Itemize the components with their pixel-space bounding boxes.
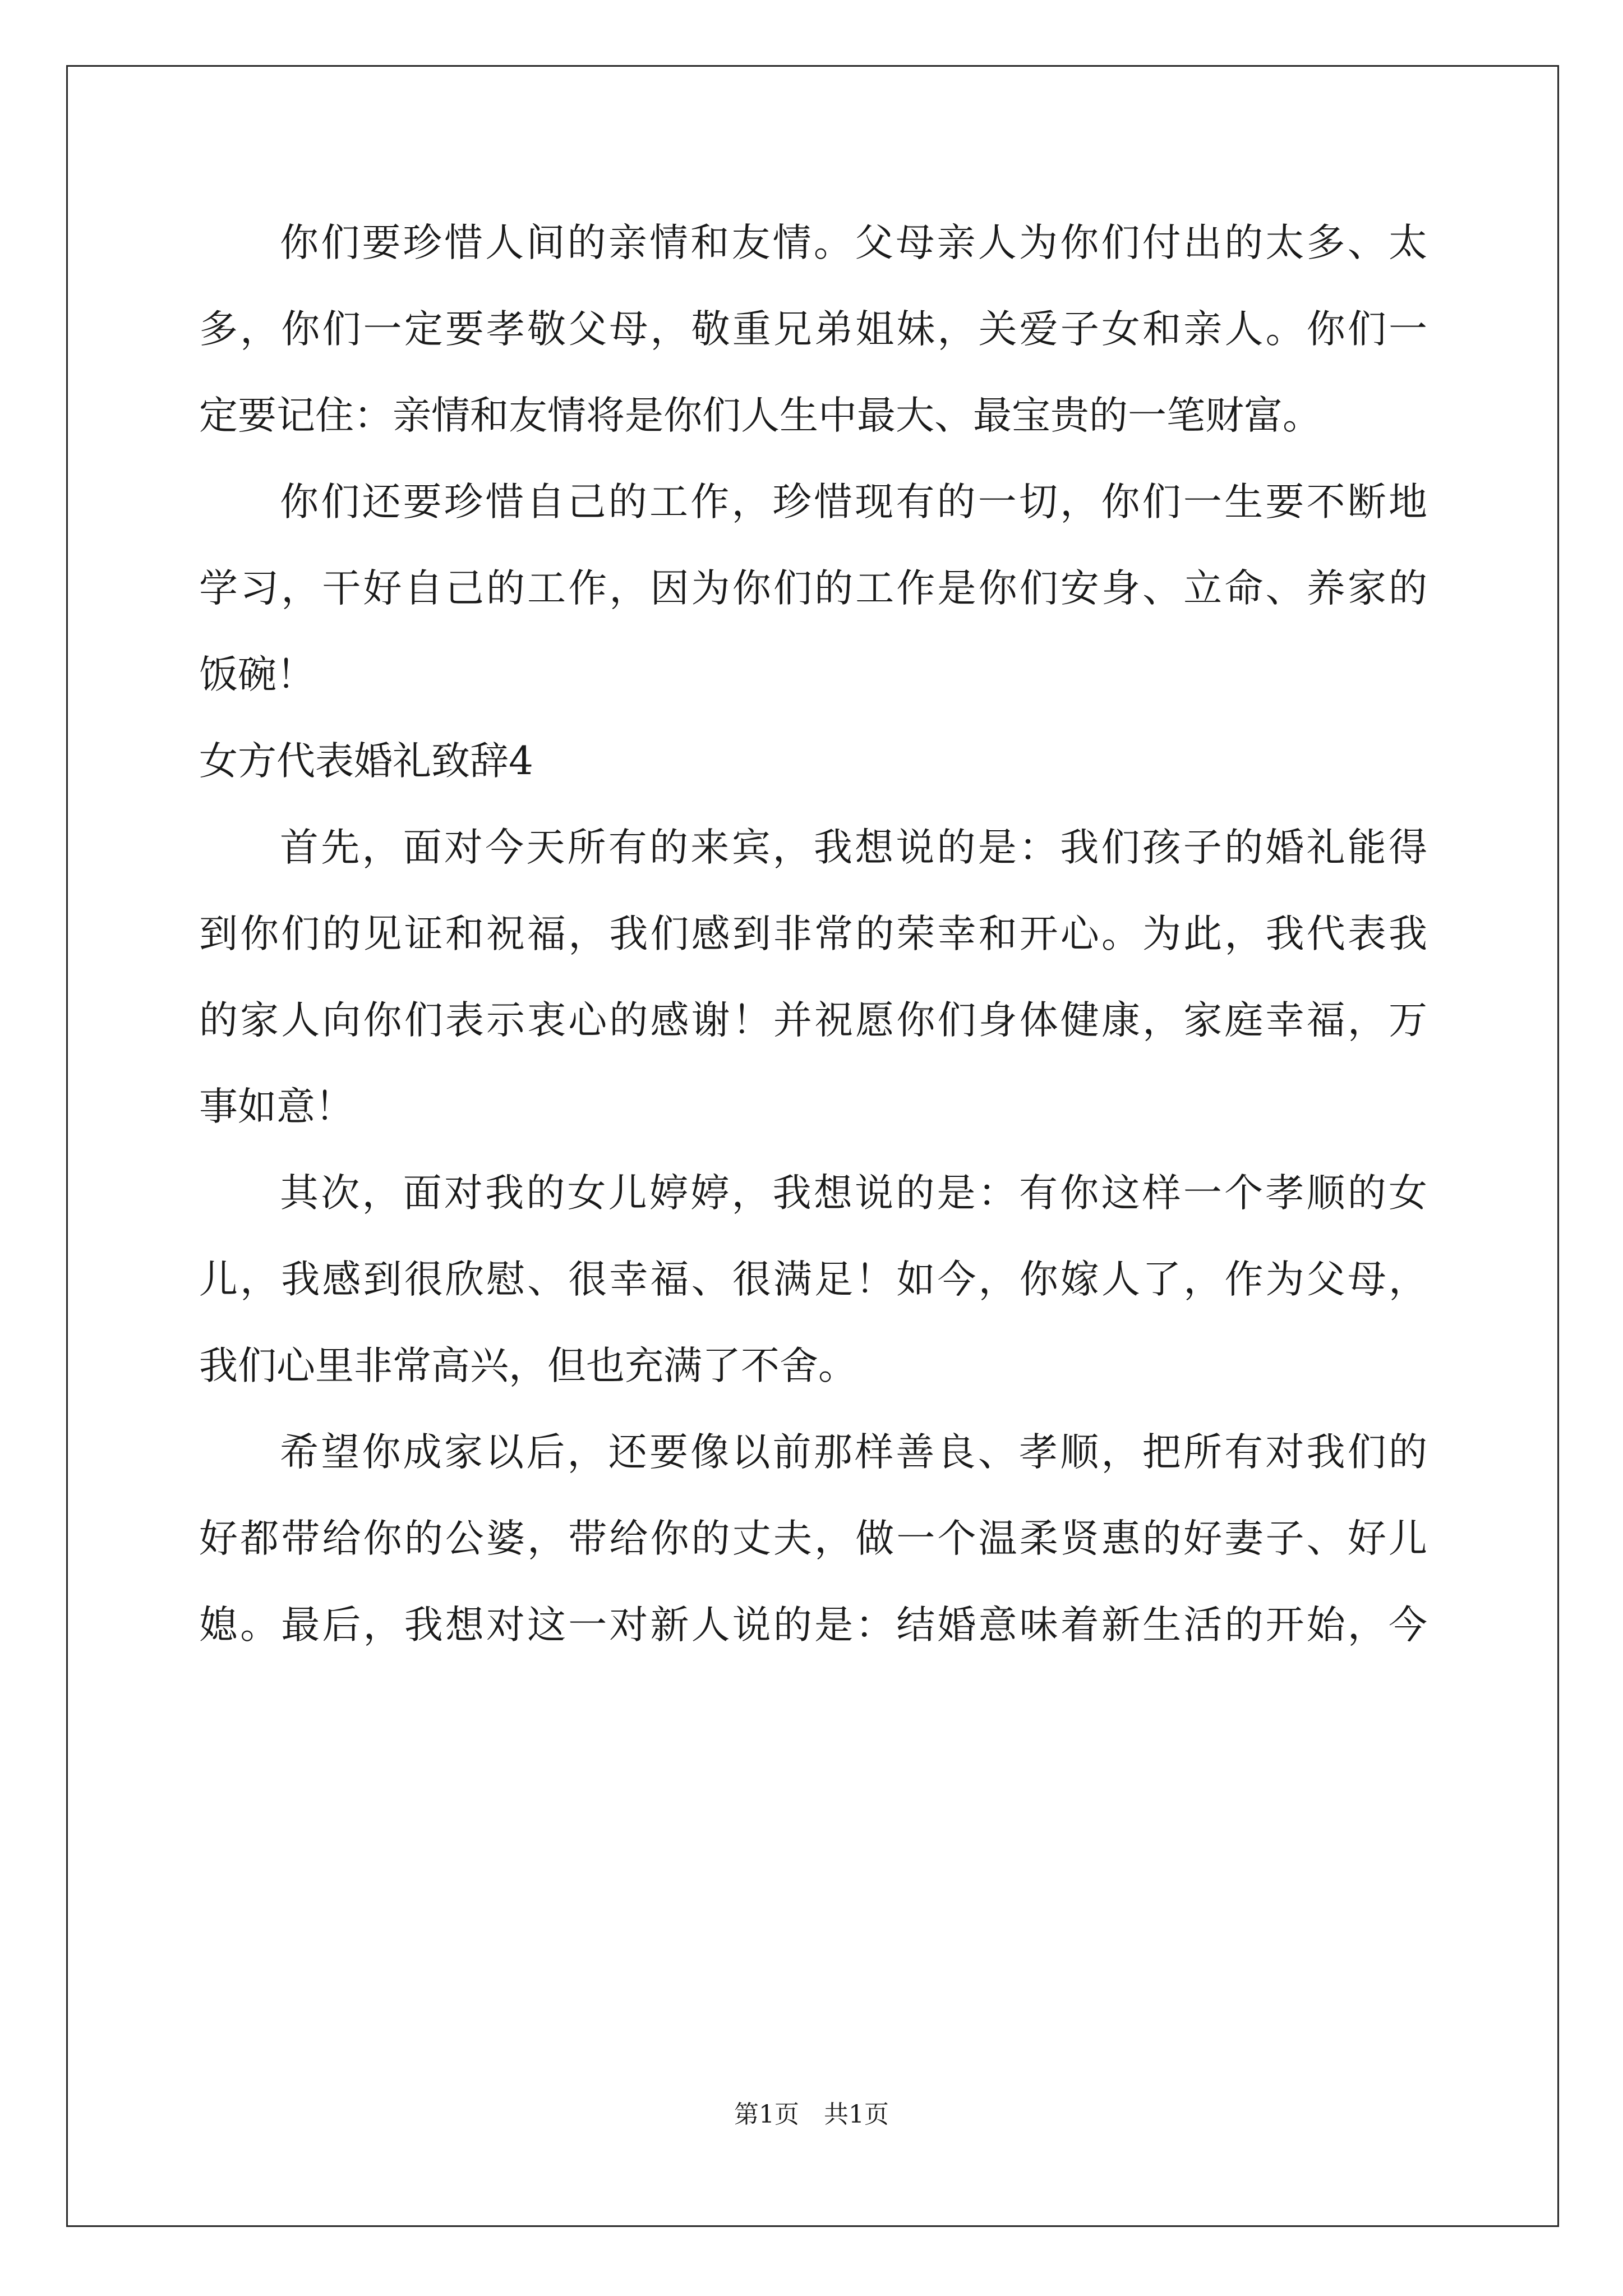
document-body — [199, 200, 1427, 1668]
page-footer — [0, 2098, 1623, 2132]
paragraph-line: 希望你成家以后，还要像以前那样善良、孝顺，把所有对我们的 — [280, 1430, 1427, 1475]
page-number: 第1页 — [734, 2100, 799, 2129]
paragraph-line: 好都带给你的公婆，带给你的丈夫，做一个温柔贤惠的好妻子、好儿 — [199, 1516, 1427, 1561]
paragraph-line: 的家人向你们表示衷心的感谢！并祝愿你们身体健康，家庭幸福，万 — [199, 998, 1427, 1043]
paragraph-line: 我们心里非常高兴，但也充满了不舍。 — [199, 1343, 857, 1388]
paragraph-line: 你们还要珍惜自己的工作，珍惜现有的一切，你们一生要不断地 — [280, 480, 1427, 524]
paragraph-line: 你们要珍惜人间的亲情和友情。父母亲人为你们付出的太多、太 — [280, 220, 1427, 265]
paragraph-line: 学习，干好自己的工作，因为你们的工作是你们安身、立命、养家的 — [199, 566, 1427, 611]
paragraph-line: 饭碗！ — [199, 652, 315, 697]
paragraph-line: 首先，面对今天所有的来宾，我想说的是：我们孩子的婚礼能得 — [280, 825, 1427, 870]
paragraph-line: 定要记住：亲情和友情将是你们人生中最大、最宝贵的一笔财富。 — [199, 393, 1321, 438]
section-heading: 女方代表婚礼致辞4 — [199, 739, 533, 784]
paragraph-line: 事如意！ — [199, 1084, 354, 1129]
paragraph-line: 儿，我感到很欣慰、很幸福、很满足！如今，你嫁人了，作为父母， — [199, 1257, 1427, 1302]
paragraph-line: 其次，面对我的女儿婷婷，我想说的是：有你这样一个孝顺的女 — [280, 1171, 1427, 1216]
paragraph-line: 媳。最后，我想对这一对新人说的是：结婚意味着新生活的开始，今 — [199, 1603, 1427, 1648]
paragraph-line: 到你们的见证和祝福，我们感到非常的荣幸和开心。为此，我代表我 — [199, 912, 1427, 956]
paragraph-line: 多，你们一定要孝敬父母，敬重兄弟姐妹，关爱子女和亲人。你们一 — [199, 307, 1427, 352]
page-total: 共1页 — [824, 2100, 889, 2129]
